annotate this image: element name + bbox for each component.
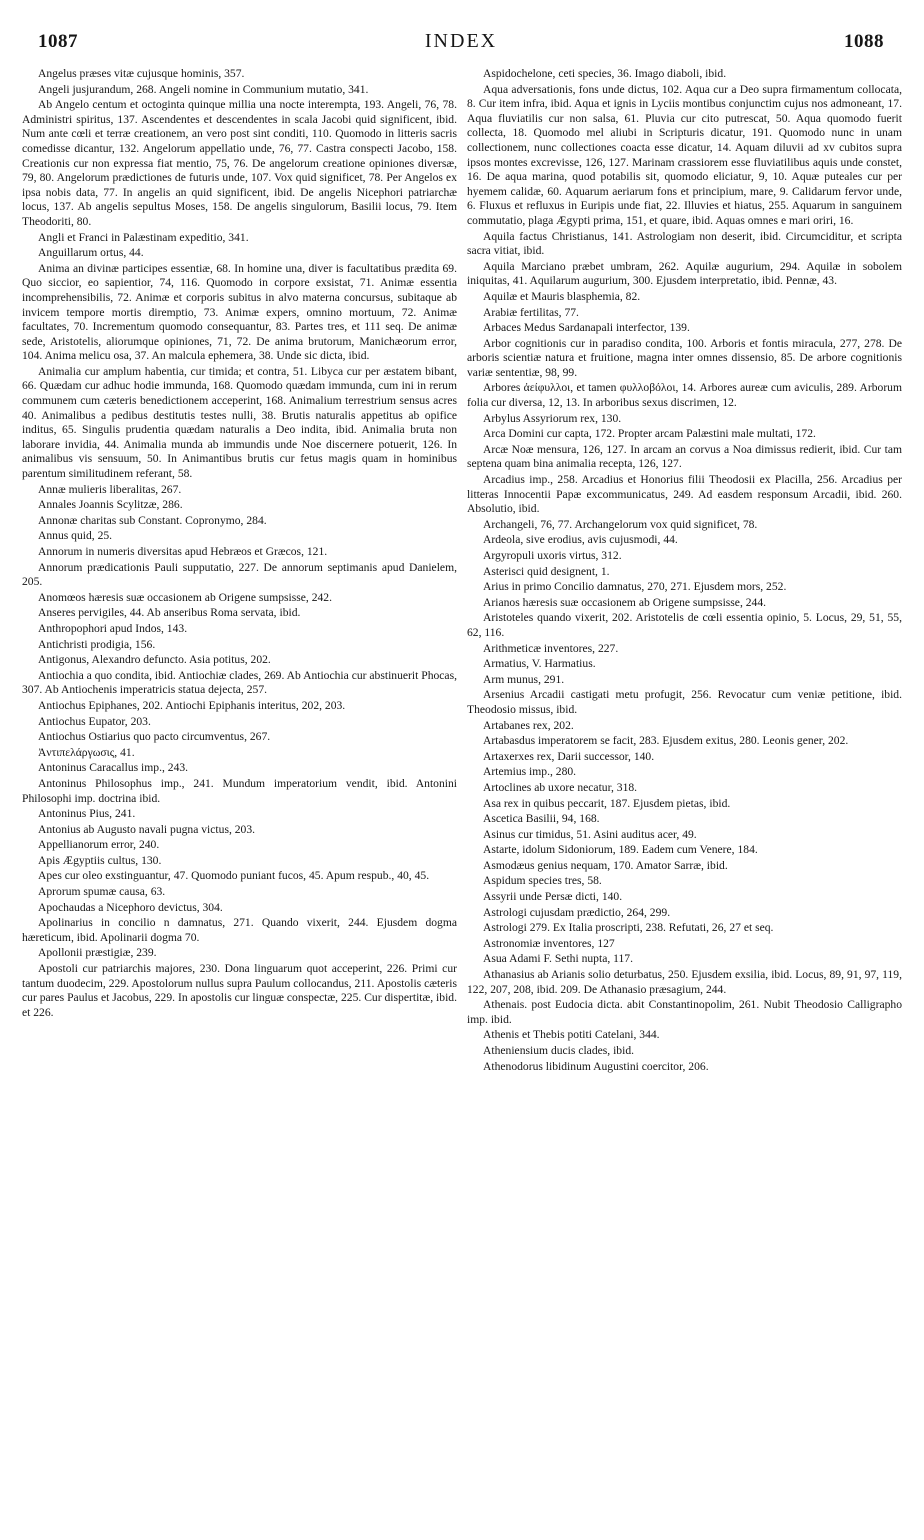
index-entry: Asinus cur timidus, 51. Asini auditus acer, 49. bbox=[483, 827, 697, 841]
index-entry: Anguillarum ortus, 44. bbox=[38, 246, 144, 260]
index-entry: Aquila Marciano præbet umbram, 262. Aquilæ augurium, 294. Aquilæ in sobolem iniquitas, 41. Aquilarum augurium, 300. Ejusdem interpretatio, ibid. Pennæ, 43. bbox=[467, 259, 902, 288]
index-entry: Annæ mulieris liberalitas, 267. bbox=[38, 482, 182, 496]
index-entry: Assyrii unde Persæ dicti, 140. bbox=[483, 890, 623, 904]
index-entry: Athenodorus libidinum Augustini coercitor, 206. bbox=[483, 1059, 709, 1073]
index-entry: Aquilæ et Mauris blasphemia, 82. bbox=[483, 289, 641, 303]
index-entry: Appellianorum error, 240. bbox=[38, 838, 160, 852]
index-entry: Astrologi 279. Ex Italia proscripti, 238. Refutati, 26, 27 et seq. bbox=[483, 921, 774, 935]
index-entry: Aristoteles quando vixerit, 202. Aristotelis de cœli essentia opinio, 5. Locus, 29, 51, 55, 62, 116. bbox=[467, 611, 902, 639]
index-entry: Anima an divinæ participes essentiæ, 68. In homine una, diver is facultatibus prædita 69. Quo siccior, eo sapientior, 74, 116. Quomodo in corpore exsistat, 71. Animæ essentia incomprehensibilis, 72. Animæ et corporis subitus in alvo materna concursus, subitaque ab invicem tempore mortis diremptio, 73. Animæ expers, omnino mortuum, 72. Animæ facultates, 70. Incrementum quomodo consequantur, 83. Partes tres, et 111 seq. De animæ sede, Aristotelis, aliorumque opiniones, 71, 72. De anima brutorum, Manichæorum error, 104. Anima melicu osa, 37. An malcula ephemera, 38. Unde sic dicta, ibid. bbox=[22, 261, 457, 363]
index-entry: Antiochus Epiphanes, 202. Antiochi Epiphanis interitus, 202, 203. bbox=[38, 698, 346, 712]
index-entry: Artabanes rex, 202. bbox=[483, 718, 574, 732]
index-entry: Antonius ab Augusto navali pugna victus, 203. bbox=[38, 822, 256, 836]
index-entry: Ab Angelo centum et octoginta quinque millia una nocte interempta, 193. Angeli, 76, 78. Administri spiritus, 137. Ascendentes et descendentes in scala Jacobi quid significent, ibid. Num ante cœli et terræ creationem, an vero post sint conditi, 110. Quomodo in litteris sacris comedisse dicantur, 132. Angelorum appellatio unde, 76, 77. Castra conspecti Jacobo, 158. Creationis cur non expressa fiat mentio, 75, 76. De angelorum creatione opiniones diversæ, 79, 80. Angelorum prædictiones de futuris unde, 107. Vox quid significet, 78. Per Angelos ex ipsa nobis data, 77. In angelis an quid significent, ibid. De angelis Nicephori patriarchæ locus, 137. Ab angelis sepultus Moses, 158. De angelis singulorum, Basilii locus, 79. Item Theodoriti, 80. bbox=[22, 98, 457, 228]
index-entry: Angelus præses vitæ cujusque hominis, 357. bbox=[38, 67, 245, 80]
page-header bbox=[22, 30, 902, 53]
index-entry: Antiochia a quo condita, ibid. Antiochiæ clades, 269. Ab Antiochia cur abstinuerit Phocas, 307. Ab Antiochenis imperatricis statua dejecta, 257. bbox=[22, 668, 457, 697]
index-entry: Ascetica Basilii, 94, 168. bbox=[483, 812, 600, 826]
index-entry: Apostoli cur patriarchis majores, 230. Dona linguarum quot acceperint, 226. Primi cur tantum duodecim, 229. Apostolorum nullus supra Paulum collocandus, 211. Apostolis cæteris cur pares Paulus et Jacobus, 229. In apostolis cur linguæ conspectæ, 225. Cur dispertitæ, ibid. et 226. bbox=[22, 962, 457, 1019]
right-page-number: 1088 bbox=[844, 31, 884, 52]
index-entry: Antiochus Ostiarius quo pacto circumventus, 267. bbox=[38, 730, 271, 744]
index-entry: Armatius, V. Harmatius. bbox=[483, 657, 596, 671]
index-entry: Arianos hæresis suæ occasionem ab Origene sumpsisse, 244. bbox=[483, 595, 767, 609]
index-entry: Aspidochelone, ceti species, 36. Imago diaboli, ibid. bbox=[483, 67, 727, 80]
index-entry: Apollonii præstigiæ, 239. bbox=[38, 946, 157, 960]
index-entry: Aquila factus Christianus, 141. Astrologiam non deserit, ibid. Circumciditur, et scripta sacra vitiat, ibid. bbox=[467, 229, 902, 258]
index-entry: Arius in primo Concilio damnatus, 270, 271. Ejusdem mors, 252. bbox=[483, 580, 787, 594]
index-entry: Atheniensium ducis clades, ibid. bbox=[483, 1044, 635, 1057]
index-entry: Animalia cur amplum habentia, cur timida; et contra, 51. Libyca cur per æstatem bibant, 66. Quædam cur adhuc hodie immunda, 168. Quomodo quædam immunda, cum ini in rerum communem cum cæteris benedictionem acceperint, 168. Animalium terrestrium sensus acres 40. Animalibus a pedibus destitutis testes nulli, 38. Brutis naturalis appetitus ab opifice inditus, 65. Singulis prudentia quædam naturalis a Deo indita, ibid. Animalia bruta non laborare invidia, 44. Animalia munda ab immundis unde Noe discernere potuerit, 126. In animalibus vis sensuum, 50. In Animantibus brutis cur fetus magis quam in hominibus parentum similitudinem referant, 58. bbox=[22, 364, 457, 481]
index-entry: Arca Domini cur capta, 172. Propter arcam Palæstini male multati, 172. bbox=[483, 427, 816, 441]
index-entry: Apochaudas a Nicephoro devictus, 304. bbox=[38, 900, 223, 914]
index-entry: Astronomiæ inventores, 127 bbox=[483, 936, 615, 950]
index-entry: Anthropophori apud Indos, 143. bbox=[38, 621, 188, 635]
index-entry: Annorum in numeris diversitas apud Hebræos et Græcos, 121. bbox=[38, 545, 328, 558]
index-entry: Artoclines ab uxore necatur, 318. bbox=[483, 780, 638, 794]
index-entry: Arm munus, 291. bbox=[483, 672, 565, 686]
index-entry: Arbaces Medus Sardanapali interfector, 139. bbox=[483, 321, 690, 335]
index-entry: Astrologi cujusdam prædictio, 264, 299. bbox=[483, 905, 671, 919]
index-entry: Anomœos hæresis suæ occasionem ab Origene sumpsisse, 242. bbox=[38, 590, 332, 604]
index-entry: Arbores ἀείφυλλοι, et tamen φυλλοβόλοι, 14. Arbores aureæ cum aviculis, 289. Arborum folia cur diversa, 12, 13. In arboribus sexus discrimen, 12. bbox=[467, 381, 902, 410]
index-entry: Artabasdus imperatorem se facit, 283. Ejusdem exitus, 280. Leonis gener, 202. bbox=[483, 734, 849, 748]
left-column bbox=[22, 67, 457, 1074]
page-title: INDEX bbox=[424, 30, 498, 52]
index-entry: Antoninus Pius, 241. bbox=[38, 807, 136, 821]
index-entry: Apolinarius in concilio n damnatus, 271. Quando vixerit, 244. Ejusdem dogma hæreticum, ibid. Apolinarii dogma 70. bbox=[22, 916, 457, 944]
index-entry: Athenis et Thebis potiti Catelani, 344. bbox=[483, 1028, 660, 1042]
index-entry: Anseres pervigiles, 44. Ab anseribus Roma servata, ibid. bbox=[38, 606, 301, 620]
index-entry: Antichristi prodigia, 156. bbox=[38, 637, 156, 651]
index-entry: Argyropuli uxoris virtus, 312. bbox=[483, 549, 622, 562]
index-entry: Arcadius imp., 258. Arcadius et Honorius filii Theodosii ex Placilla, 256. Arcadius per litteras Innocentii Papæ excommunicatus, 249. Ad easdem responsum Arcadii, ibid. 260. Absolutio, ibid. bbox=[467, 473, 902, 516]
left-page-number: 1087 bbox=[38, 31, 78, 52]
index-entry: Aspidum species tres, 58. bbox=[483, 874, 602, 888]
index-entry: Aprorum spumæ causa, 63. bbox=[38, 885, 166, 899]
index-entry: Artemius imp., 280. bbox=[483, 765, 577, 779]
index-entry: Arbor cognitionis cur in paradiso condita, 100. Arboris et fontis miracula, 277, 278. De arboris scientiæ natura et fruitione, magna inter omnes dissensio, 85. De arbore cognitionis variæ sententiæ, 98, 99. bbox=[467, 336, 902, 379]
index-entry: Arcæ Noæ mensura, 126, 127. In arcam an corvus a Noa dimissus redierit, ibid. Cur tam septena quam bina animalia recepta, 126, 127. bbox=[467, 442, 902, 471]
index-entry: Ἀντιπελάργωσις, 41. bbox=[38, 745, 135, 759]
index-entry: Ardeola, sive erodius, avis cujusmodi, 44. bbox=[483, 533, 678, 547]
index-entry: Asa rex in quibus peccarit, 187. Ejusdem pietas, ibid. bbox=[483, 796, 731, 810]
index-entry: Archangeli, 76, 77. Archangelorum vox quid significet, 78. bbox=[483, 517, 758, 531]
index-entry: Arbylus Assyriorum rex, 130. bbox=[483, 411, 622, 425]
index-columns bbox=[22, 67, 902, 1074]
index-entry: Arabiæ fertilitas, 77. bbox=[483, 305, 579, 319]
index-entry: Annus quid, 25. bbox=[38, 529, 113, 543]
index-entry: Annonæ charitas sub Constant. Copronymo, 284. bbox=[38, 513, 267, 527]
index-entry: Antoninus Caracallus imp., 243. bbox=[38, 761, 189, 775]
index-entry: Asterisci quid designent, 1. bbox=[483, 564, 610, 578]
index-entry: Antiochus Eupator, 203. bbox=[38, 714, 151, 728]
index-entry: Annorum prædicationis Pauli supputatio, 227. De annorum septimanis apud Danielem, 205. bbox=[22, 560, 457, 589]
index-entry: Asua Adami F. Sethi nupta, 117. bbox=[483, 952, 633, 966]
index-entry: Angeli jusjurandum, 268. Angeli nomine in Communium mutatio, 341. bbox=[38, 82, 369, 96]
index-entry: Asmodæus genius nequam, 170. Amator Sarræ, ibid. bbox=[483, 858, 728, 872]
index-entry: Arithmeticæ inventores, 227. bbox=[483, 641, 619, 655]
index-entry: Athanasius ab Arianis solio deturbatus, 250. Ejusdem exsilia, ibid. Locus, 89, 91, 97, 119, 122, 207, 208, ibid. 209. De Athanasio præsagium, 244. bbox=[467, 968, 902, 996]
index-entry: Apis Ægyptiis cultus, 130. bbox=[38, 853, 162, 867]
index-entry: Apes cur oleo exstinguantur, 47. Quomodo puniant fucos, 45. Apum respub., 40, 45. bbox=[38, 869, 430, 883]
index-entry: Angli et Franci in Palæstinam expeditio, 341. bbox=[38, 230, 249, 244]
index-entry: Athenais. post Eudocia dicta. abit Constantinopolim, 261. Nubit Theodosio Calligrapho imp. ibid. bbox=[467, 998, 902, 1026]
index-entry: Arsenius Arcadii castigati metu profugit, 256. Revocatur cum veniæ petitione, ibid. Theodosio missus, ibid. bbox=[467, 688, 902, 716]
index-entry: Antoninus Philosophus imp., 241. Mundum imperatorium vendit, ibid. Antonini Philosophi imp. doctrina ibid. bbox=[22, 776, 457, 805]
index-entry: Astarte, idolum Sidoniorum, 189. Eadem cum Venere, 184. bbox=[483, 843, 758, 857]
index-entry: Antigonus, Alexandro defuncto. Asia potitus, 202. bbox=[38, 653, 271, 667]
index-entry: Aqua adversationis, fons unde dictus, 102. Aqua cur a Deo supra firmamentum collocata, 8. Cur item infra, ibid. Aqua et ignis in Lyciis montibus conjunctim cujus nos admoneant, 17. Aqua fluviatilis cur non salsa, 61. Pluvia cur cito putrescat, 50. Aqua quomodo fuerit collecta, 18. Quomodo mel aliubi in Scripturis dicatur, 191. Quomodo nunc in unam collectionem, nunc collectiones coacta esse dicatur, 14. Aquam diluvii ad xv cubitos supra ipsos montes excrevisse, 126, 127. Marinam crassiorem esse fluviatilibus aquis unde constet, 16. De aqua marina, quod potabilis sit, quomodo eliciatur, 9, 10. Aquæ puteales cur per hyemem calidæ, 60. Aquarum aeriarum fons et principium, mare, 9. Calidarum fervor unde, 6. Fluxus et refluxus in Euripis unde fiat, 22. Illuvies et hiatus, 255. Aquarum in sanguinem commutatio, plaga Ægypti prima, 151, et quare, ibid. Aquas omnes e mari oriri, 16. bbox=[467, 82, 902, 227]
index-entry: Artaxerxes rex, Darii successor, 140. bbox=[483, 749, 655, 763]
index-entry: Annales Joannis Scylitzæ, 286. bbox=[38, 498, 183, 512]
right-column bbox=[467, 67, 902, 1074]
